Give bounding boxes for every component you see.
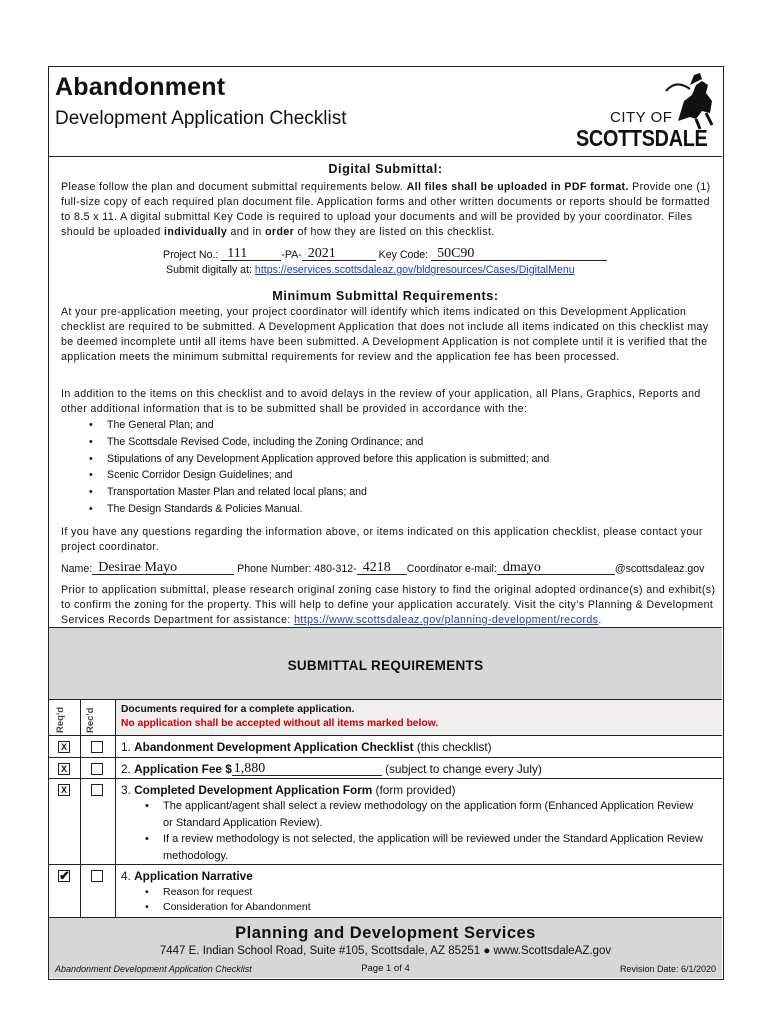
list-item: • The General Plan; and [89, 417, 689, 434]
requirement-3-details [145, 798, 705, 864]
page-title: Abandonment [55, 73, 226, 101]
requirements-table [49, 699, 722, 917]
reqd-checkbox-1[interactable]: X [58, 741, 70, 753]
coordinator-phone-field[interactable]: 4218 [357, 561, 407, 575]
recd-checkbox-3[interactable] [91, 784, 103, 796]
digital-submittal-heading: Digital Submittal: [328, 162, 443, 176]
logo-city-text: CITY OF [610, 109, 673, 126]
requirement-item-1: 1. Abandonment Development Application Checklist (this checklist) [121, 740, 492, 754]
coordinator-row: Name: Desirae Mayo Phone Number: 480-312- 4218 Coordinator e-mail: dmayo @scottsdaleaz.gov [61, 560, 705, 575]
docs-required-text: Documents required for a complete application. [121, 704, 355, 715]
additional-items-text: In addition to the items on this checklist and to avoid delays in the review of your application, all Plans, Graphics, Reports and other additional information that is to be submitted shall be provided in accordance with the: [61, 388, 701, 415]
list-item: • Scenic Corridor Design Guidelines; and [89, 467, 689, 484]
page-number: Page 1 of 4 [361, 963, 410, 974]
docs-warning-text: No application shall be accepted without all items marked below. [121, 718, 439, 729]
list-item: • The Scottsdale Revised Code, including the Zoning Ordinance; and [89, 434, 689, 451]
submittal-requirements-heading: SUBMITTAL REQUIREMENTS [287, 658, 484, 673]
row-divider [49, 864, 722, 865]
city-logo [576, 71, 716, 153]
requirement-item-4: 4. Application Narrative [121, 869, 253, 883]
row-divider [49, 757, 722, 758]
submittal-requirements-banner [49, 627, 722, 699]
page-subtitle: Development Application Checklist [55, 108, 347, 129]
footer-doc-name: Abandonment Development Application Checklist [55, 964, 252, 974]
recd-column-header: Rec'd [85, 707, 96, 733]
list-item: • The applicant/agent shall select a review methodology on the application form (Enhanced Application Review or Standard Application Review). [145, 798, 705, 831]
project-number-field[interactable]: 111 [221, 247, 281, 261]
reqd-column-header: Req'd [55, 706, 66, 733]
pa-year-field[interactable]: 2021 [302, 247, 376, 261]
recd-checkbox-4[interactable] [91, 870, 103, 882]
questions-text: If you have any questions regarding the information above, or items indicated on this application checklist, please contact your project coordinator. [61, 526, 703, 553]
page-footer [49, 917, 722, 978]
revision-date: Revision Date: 6/1/2020 [619, 964, 716, 974]
reqd-checkbox-4[interactable]: ✔ [59, 868, 70, 883]
row-divider [49, 735, 722, 736]
list-item: • If a review methodology is not selected, the application will be reviewed under the Standard Application Review methodology. [145, 831, 705, 864]
coordinator-email-field[interactable]: dmayo [497, 561, 615, 575]
footer-org: Planning and Development Services [235, 924, 536, 942]
requirement-item-3: 3. Completed Development Application Form (form provided) [121, 783, 456, 797]
requirement-4-details [145, 885, 705, 915]
logo-name-text: SCOTTSDALE [576, 125, 708, 151]
list-item: • Transportation Master Plan and related local plans; and [89, 484, 689, 501]
minimum-requirements-text: At your pre-application meeting, your project coordinator will identify which items indicated on this Development Application checklist are required to be submitted. A Development Application that does not include all items indicated on this checklist may be deemed incomplete until all items have been submitted. A Development Application is not complete until it is verified that the application meets the minimum submittal requirements for review and the application fee has been processed. [61, 306, 709, 363]
coordinator-name-field[interactable]: Desirae Mayo [92, 561, 234, 575]
column-divider [115, 700, 116, 918]
list-item: • Reason for request [145, 885, 705, 900]
list-item: • The Design Standards & Policies Manual. [89, 501, 689, 518]
submit-digitally-row: Submit digitally at: https://eservices.scottsdaleaz.gov/bldgresources/Cases/DigitalMenu [166, 264, 575, 276]
project-number-row: Project No.: 111 -PA- 2021 Key Code: 50C90 [163, 247, 607, 261]
minimum-requirements-heading: Minimum Submittal Requirements: [272, 289, 499, 303]
application-fee-field[interactable]: 1,880 [232, 763, 382, 776]
page-header [49, 67, 722, 157]
list-item: • Stipulations of any Development Application approved before this application is submitted; and [89, 451, 689, 468]
checklist-page [48, 66, 724, 980]
footer-address: 7447 E. Indian School Road, Suite #105, Scottsdale, AZ 85251 ● www.ScottsdaleAZ.gov [159, 945, 612, 957]
standards-list [89, 417, 689, 518]
digital-submittal-text: Please follow the plan and document submittal requirements below. All files shall be uploaded in PDF format. Provide one (1) full-size copy of each required plan document file. Application forms and other written documents or reports should be formatted to 8.5 x 11. A digital submittal Key Code is required to upload your documents and will be provided by your coordinator. Files should be uploaded individually and in order of how they are listed on this checklist. [61, 181, 711, 238]
reqd-checkbox-2[interactable]: X [58, 763, 70, 775]
column-divider [80, 700, 81, 918]
recd-checkbox-1[interactable] [91, 741, 103, 753]
recd-checkbox-2[interactable] [91, 763, 103, 775]
key-code-field[interactable]: 50C90 [431, 247, 607, 261]
row-divider [49, 778, 722, 779]
digital-submittal-link[interactable]: https://eservices.scottsdaleaz.gov/bldgresources/Cases/DigitalMenu [254, 264, 575, 276]
records-link[interactable]: https://www.scottsdaleaz.gov/planning-development/records [294, 614, 599, 626]
list-item: • Consideration for Abandonment [145, 900, 705, 915]
requirement-item-2: 2. Application Fee $ 1,880 (subject to change every July) [121, 761, 542, 776]
zoning-research-text: Prior to application submittal, please research original zoning case history to find the original adopted ordinance(s) and exhibit(s) to confirm the zoning for the property. This will help to define your application accurately. Visit the city’s Planning & Development Services Records Department for assistance: https://www.scottsdaleaz.gov/planning-development/records. [61, 584, 716, 626]
reqd-checkbox-3[interactable]: X [58, 784, 70, 796]
